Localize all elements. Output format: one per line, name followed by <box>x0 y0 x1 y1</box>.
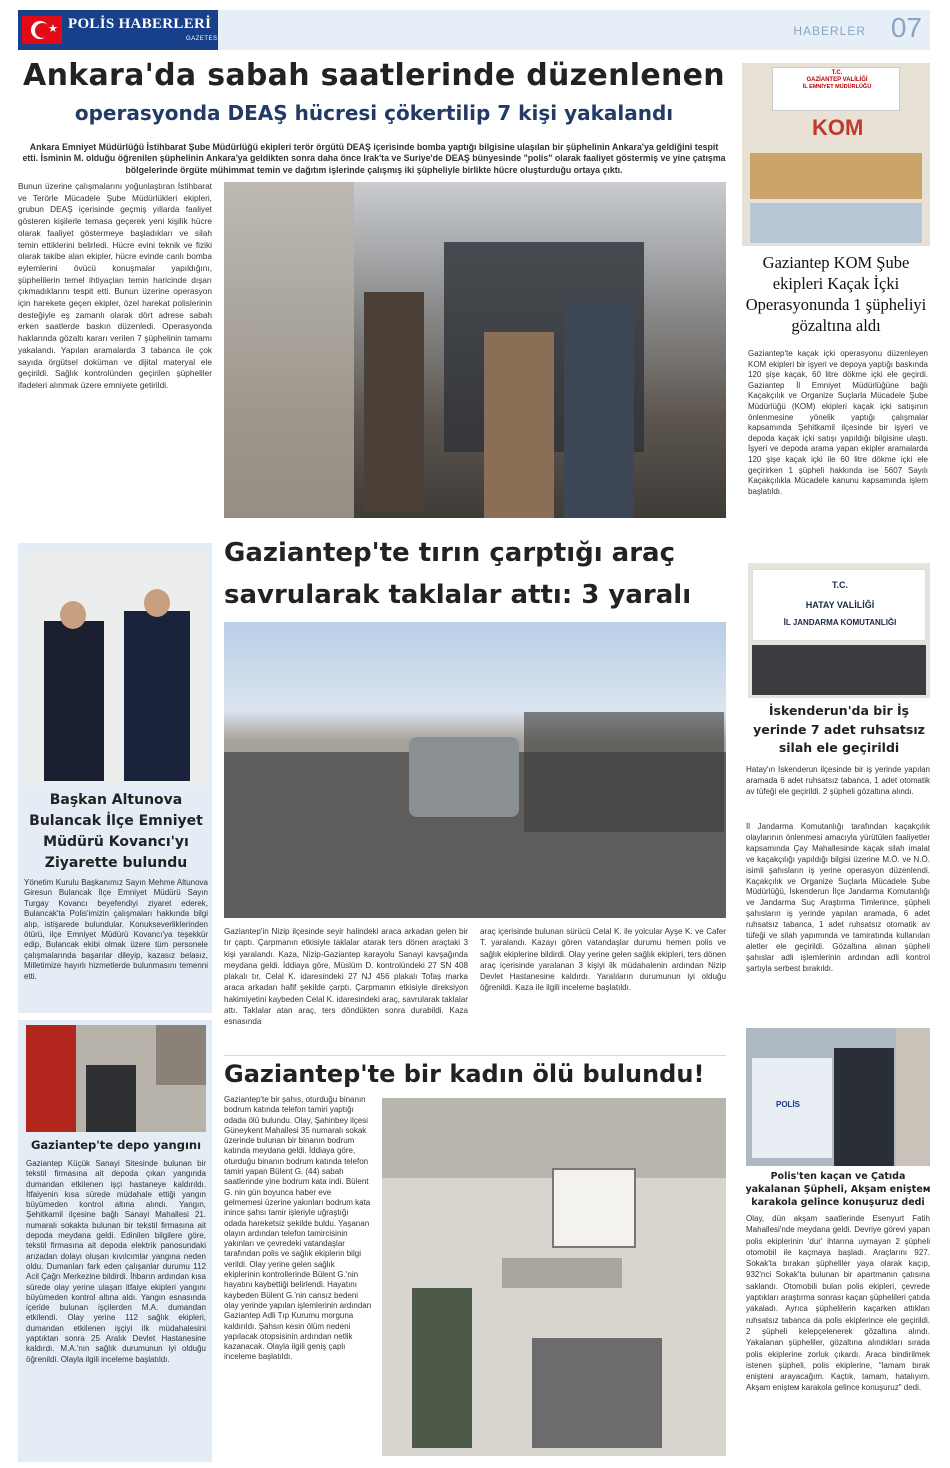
hatay-body-1: Hatay'ın İskenderun ilçesinde bir iş yerinde yapılan aramada 6 adet ruhsatsız tabanca, 1 adet otomatik av tüfeği ele geçirildi. 2 şüpheli gözaltına alındı. <box>746 765 930 796</box>
fire-photo <box>26 1025 206 1132</box>
turkish-flag-icon: ★ <box>22 16 62 44</box>
divider <box>224 1055 726 1056</box>
crash-body-col1: Gaziantep'in Nizip ilçesinde seyir halindeki araca arkadan gelen bir tır çaptı. Çarpmanın etkisiyle taklalar atarak ters dönen araçtaki 3 kişi yaralandı. Kaza, Nizip-Gaziantep karayolu Sanayi kavşağında meydana geldi. İddiaya göre, Müslüm D. kontrolündeki 27 SN 408 plakalı tır, Celal K. idaresindeki 27 NJ 456 plakalı Tofaş marka araca arkadan hafif şekilde çarptı. Çarpmanın etkisiyle direksiyon hakimiyetini kaybeden Celal K. idaresindeki araç, savrularak taklalar attı. Taklalar atan araç, ters döndükten sonra durabildi. Kaza esnasında <box>224 927 468 1027</box>
lead-photo-arrest <box>224 182 726 518</box>
hatay-banner: T.C. HATAY VALİLİĞİ İL JANDARMA KOMUTANLIĞI <box>752 569 926 641</box>
visit-photo <box>24 551 208 786</box>
kom-letters: KOM <box>812 115 864 140</box>
woman-photo <box>382 1098 726 1456</box>
logo-subtitle: GAZETESİ <box>186 36 220 42</box>
visit-headline: Başkan Altunova Bulancak İlçe Emniyet Müdürü Kovancı'yı Ziyarette bulundu <box>29 792 203 871</box>
crash-body-col2: araç içerisinde bulunan sürücü Celal K. ile yolcular Ayşe K. ve Cafer T. yaralandı. Kazayı gören vatandaşlar durumu hemen polis ve sağlık ekiplerine bildirdi. Olay yerine gelen sağlık ekipleri, ters dönen araç içerisinde yaralanan 3 kişiyi ilk müdahalenin ardından Nizip Devlet Hastanesine kaldırdı. Yaralıların durumunun iyi olduğu öğrenildi. Kaza ile ilgili inceleme başlatıldı. <box>480 927 726 993</box>
visit-body: Yönetim Kurulu Başkanımız Sayın Mehme Altunova Giresun Bulancak İlçe Emniyet Müdürü Sayın Turgay Kovancı beyefendiyi ziyaret ederek, Bulancak'ta Polis'imizin çalışmaları hakkında bilgi alıp, istişarede bulundular. Konukseverliklerinden ötürü, ilçe Emniyet Müdürü Kovancı'ya teşekkür edip, Bulancak ekibi olmak üzere tüm personele çalışmalarında başarılar dileyip, kazasız belasız, Milletimize hayırlı hizmetlerde bulunmasını temenni etti. <box>24 878 208 981</box>
fire-body: Gaziantep Küçük Sanayi Sitesinde bulunan bir tekstil firmasına ait depoda çıkan yangında dumandan etkilenen işçi hastaneye kaldırıldı. İtfaiyenin kısa sürede müdahale ettiği yangın büyümeden kontrol altına alındı. Yangın, Şehitkamil ilçesine bağlı Sanayi Mahallesi 21. numaralı sokakta bulunan bir tekstil firmasına ait depoda meydana geldi. Edinilen bilgilere göre, tekstil firmasına ait depoda elektrik panosundaki arızadan dolayı oluşan kıvılcımlar yangına neden oldu. Dumanları fark eden çalışanlar durumu 112 Acil Çağrı Merkezine bildirdi. İhbarın ardından kısa sürede olay yerine ulaşan itfaiye ekipleri yangını büyümeden kontrol altına aldı. Yangın esnasında içeride bulunan işçilerden M.A. dumandan etkilendi. Olay yerine 112 sağlık ekipleri, dumandan etkilenen işçiyi ilk müdahalesini yaptıktan sonra 25 Aralık Devlet Hastanesine kaldırdı. M.A.'nın sağlık durumunun iyi olduğu öğrenildi. Olayla ilgili inceleme başlatıldı. <box>26 1159 206 1364</box>
hatay-headline: İskenderun'da bir İş yerinde 7 adet ruhsatsız silah ele geçirildi <box>753 703 925 755</box>
page-number: 07 <box>890 12 922 43</box>
kom-banner: T.C. GAZİANTEP VALİLİĞİ İL EMNİYET MÜDÜRLÜĞÜ <box>772 67 900 111</box>
woman-headline: Gaziantep'te bir kadın ölü bulundu! <box>224 1060 705 1088</box>
newspaper-logo <box>18 10 218 50</box>
section-label: HABERLER <box>793 24 866 38</box>
kom-body: Gaziantep'te kaçak içki operasyonu düzenleyen KOM ekipleri bir işyeri ve depoya yaptığı baskında 120 şişe kaçak, 60 litre dökme içki ele geçirdi. Gaziantep İl Emniyet Müdürlüğüne bağlı Kaçakçılık ve Organize Suçlarla Mücadele Şube Müdürlüğü (KOM) ekipleri kaçak içki satışının önlenmesine yönelik yaptığı çalışmalar kapsamında Şehitkamil ilçesinde bir işyeri ve depoda kaçak içki satışı yapıldığı bilgisine ulaştı. İşyeri ve depoda arama yapan ekipler aramalarda 120 şişe kaçak içki ile 60 litre dökme içki ele geçirirken 1 şüpheli hakkında ise 5607 Sayılı Kaçakçılıkla Mücadele kanunu kapsamında işlem başlatıldı. <box>748 349 928 496</box>
police-photo <box>746 1028 930 1166</box>
fire-headline: Gaziantep'te depo yangını <box>30 1138 202 1152</box>
hatay-body-2: İl Jandarma Komutanlığı tarafından kaçakçılık olaylarının önlenmesi amacıyla yürütülen faaliyetler kapsamında Çay Mahallesinde kaçak silah imalat ve kaçakçılığı yapıldığı bilgisi üzerine M.Ö. ve N.Ö. isimli şahısların iş yerine operasyon düzenlendi. Kaçakçılık ve Organize Suçlarla Mücadele Şube Müdürlüğü, İskenderun İlçe Jandarma Komutanlığı ve Jandarma Suç Araştırma Timlerince, şüpheli şahısların iş yerinde yapılan aramada, 6 adet ruhsatsız tabanca, 1 adet ruhsatsız otomatik av tüfeği ve silah yapımında ve tamiratında kullanılan aletler ele geçirildi. Gözaltına alınan şüpheli şahıslar adli işlemlerinin ardından adli kontrol şartıyla serbest bırakıldı. <box>746 822 930 973</box>
crash-headline-line2: savrularak taklalar attı: 3 yaralı <box>224 580 692 610</box>
kom-headline: Gaziantep KOM Şube ekipleri Kaçak İçki Operasyonunda 1 şüpheliyi gözaltına aldı <box>745 253 927 335</box>
hatay-photo <box>748 563 930 698</box>
lead-summary: Ankara Emniyet Müdürlüğü İstihbarat Şube Müdürlüğü ekipleri terör örgütü DEAŞ içerisinde bomba yaptığı bilgisine ulaşılan bir şüphelinin Ankara'ya geldiğini tespit etti. İsminin M. olduğu öğrenilen şüphelinin Ankara'ya geldikten sonra daha önce Irak'ta ve Suriye'de DEAŞ bünyesinde "polis" olarak faaliyet göstermiş ve yine çatışma bölgelerinde örgüte mühimmat temin ve dağıtım işlerinde çalışmış iki şüpheliyle birlikte hücre oluşturduğu ortaya çıktı. <box>22 141 726 175</box>
kom-operation-photo <box>742 63 930 246</box>
logo-title: POLİS HABERLERİ <box>68 16 212 32</box>
police-car-label: POLİS <box>776 1100 801 1109</box>
lead-headline-line2: operasyonda DEAŞ hücresi çökertilip 7 kişi yakalandı <box>74 101 674 125</box>
police-headline: Polis'ten kaçan ve Çatıda yakalanan Şüpheli, Akşam enişteм karakola gelince konuşuruz dedi <box>745 1171 931 1208</box>
crash-headline-line1: Gaziantep'te tırın çarptığı araç <box>224 538 676 568</box>
lead-headline-line1: Ankara'da sabah saatlerinde düzenlenen <box>23 58 725 93</box>
crash-photo <box>224 622 726 918</box>
woman-body: Gaziantep'te bir şahıs, oturduğu binanın bodrum katında telefon tamiri yaptığı odada ölü bulundu. Olay, Şahinbey ilçesi Güneykent Mahallesi 35 numaralı sokak üzerinde bulunan bir binanın bodrum katında meydana geldi. İddiaya göre, oturduğu binanın bodrum katında telefon tamiri yapan Bülent G. (44) sabah saatlerinde yine bodrum kata indi. Bülent G. nin gün boyunca haber eve gelmemesi üzerine yakınları bodrum kata inince şahsı tamir işleriyle uğraştığı odada hareketsiz şekilde buldu. Yaşanan olayın ardından telefon tamircisinin yakınları ve çevredeki vatandaşlar tarafından polis ve sağlık ekiplerin bilgi verildi. Olay yerine gelen sağlık ekiplerinin kontrollerinde Bülent G.'nin hayatını kaybettiği belirlendi. Hayatını kaybeden Bülent G.'nin cansız bedeni olay yerinde yapılan işlemlerinin ardından Gaziantep Adli Tıp Kurumu morguna kaldırıldı. Şahsın kesin ölüm nedeni yapılacak otopsisinin ardından netlik kazanacak. Olayla ilgili geniş çaplı inceleme başlatıldı. <box>224 1095 372 1362</box>
lead-body: Bunun üzerine çalışmalarını yoğunlaştıran İstihbarat ve Terörle Mücadele Şube Müdürlükleri ekipleri, grubun DEAŞ içerisinde geçmiş yıllarda faaliyet gösteren kişilerle temasa geçerek yeni kişilik hücre olarak faaliyet göstermeye başladıkları ve silah temin ettiklerini belirledi. Hücre evini teknik ve fiziki olarak takibe alan ekipler, hücre evinde canlı bomba eylemlerini övücü konuşmalar yapıldığını, şüphelilerin temel ihtiyaçları temin haricinde dışarı çıkmadıklarını tespit etti. Bunun üzerine operasyon için harekete geçen ekipler, özel harekat polislerinin desteğiyle eş zamanlı olarak dört adrese sabah erken saatlerde baskın düzenledi. Operasyonda haklarında gözaltı kararı verilen 7 şüphelinin tamamı yakalandı. Yapılan aramalarda 3 tabanca ile çok sayıda örgütsel doküman ve dijital materyal ele geçirildi. Sağlık kontrolünden geçirilen şüpheliler ifadeleri alınmak üzere emniyete getirildi. <box>18 181 212 390</box>
police-body: Olay, dün akşam saatlerinde Esenyurt Fatih Mahallesi'nde meydana geldi. Devriye görevi yapan polis ekiplerinin 'dur' ihtarına uymayan 2 şüpheli otomobil ile kaçmaya başladı. Araçlarını 927. Sokak'ta bırakan şüpheliler yaya olarak kaçıp, 932'nci Sokak'ta bulunan bir apartmanın çatısına saklandı. Otomobili bulan polis ekipleri, çevrede yaptıkları araştırma sonrası kaçan şüphelileri çatıda yakaladı. Ayrıca şüphelilerin kaçarken attıkları ruhsatsız tabanca da polis ekiplerince ele geçirildi. 2 şüpheli kelepçelenerek gözaltına alındı. Yakalanan şüpheliler, gözaltına alındıkları sırada polis ekiplerine zorluk çıkardı. Araca bindirilmek istenen şüpheli, polis ekiplerine, "lamam bırak enişteni arayacağım. Kaçtık, tamam, hatalıyım. Akşam enişteм karakola gelince konuşuruz" dedi. <box>746 1214 930 1393</box>
